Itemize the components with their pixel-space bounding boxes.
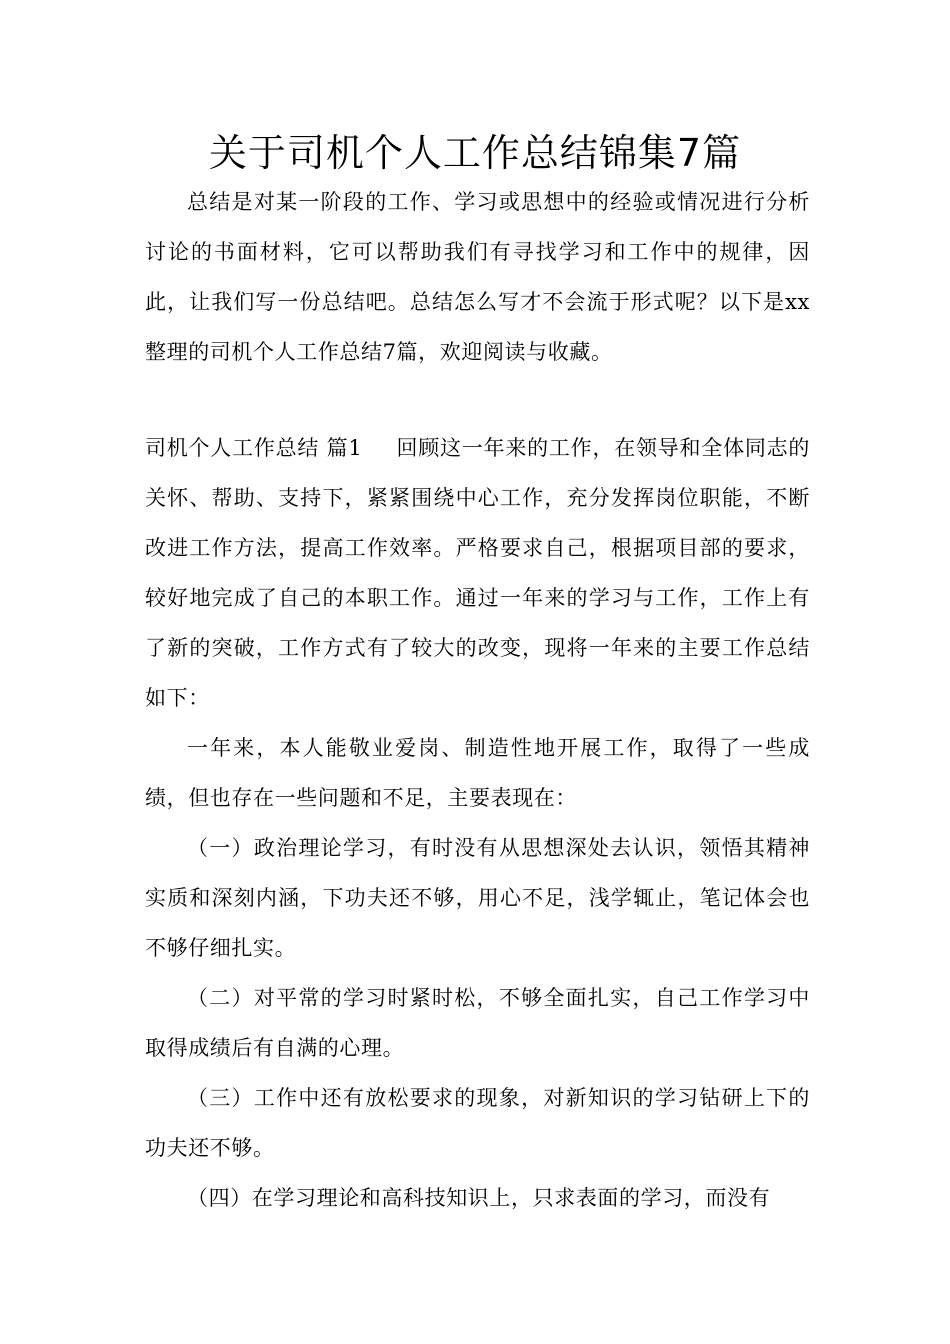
section-1-lead-paragraph (145, 423, 810, 723)
section-1-heading: 司机个人工作总结 篇1 (145, 436, 363, 460)
section-1-lead-text: 回顾这一年来的工作，在领导和全体同志的关怀、帮助、支持下，紧紧围绕中心工作，充分发挥岗位职能，不断改进工作方法，提高工作效率。严格要求自己，根据项目部的要求，较好地完成了自己的本职工作。通过一年来的学习与工作，工作上有了新的突破，工作方式有了较大的改变，现将一年来的主要工作总结如下： (145, 436, 810, 710)
body-paragraph: （一）政治理论学习，有时没有从思想深处去认识，领悟其精神实质和深刻内涵，下功夫还不够，用心不足，浅学辄止，笔记体会也不够仔细扎实。 (145, 836, 810, 960)
body-paragraph: （二）对平常的学习时紧时松，不够全面扎实，自己工作学习中取得成绩后有自满的心理。 (145, 986, 810, 1060)
section-1 (145, 423, 810, 1223)
body-paragraph: （三）工作中还有放松要求的现象，对新知识的学习钻研上下的功夫还不够。 (145, 1086, 810, 1160)
body-paragraph: 一年来，本人能敬业爱岗、制造性地开展工作，取得了一些成绩，但也存在一些问题和不足，主要表现在： (145, 736, 810, 810)
intro-block (145, 177, 810, 377)
intro-paragraph: 总结是对某一阶段的工作、学习或思想中的经验或情况进行分析讨论的书面材料，它可以帮助我们有寻找学习和工作中的规律，因此，让我们写一份总结吧。总结怎么写才不会流于形式呢？以下是xx整理的司机个人工作总结7篇，欢迎阅读与收藏。 (145, 190, 810, 364)
body-paragraph: （四）在学习理论和高科技知识上，只求表面的学习，而没有 (187, 1186, 771, 1210)
document-title: 关于司机个人工作总结锦集7篇 (208, 131, 742, 175)
